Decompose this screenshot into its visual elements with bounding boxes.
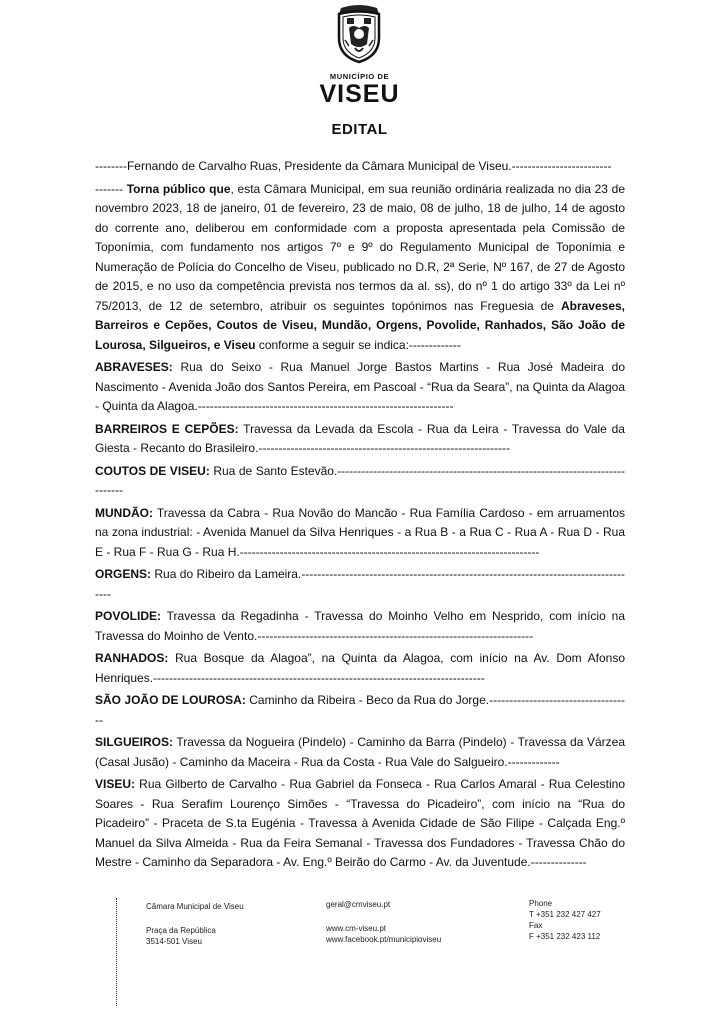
entry-abraveses: ABRAVESES: Rua do Seixo - Rua Manuel Jorge Bastos Martins - Rua José Madeira do Nascimento - Avenida João dos Santos Pereira, em Pascoal - “Rua da Seara”, na Quinta da Alagoa - Quinta da Alagoa.---------------------------------------------------------------- bbox=[95, 360, 625, 413]
president-statement: Fernando de Carvalho Ruas, Presidente da Câmara Municipal de Viseu. bbox=[126, 159, 512, 173]
entry-sao-joao-lourosa: SÃO JOÃO DE LOUROSA: Caminho da Ribeira - Beco da Rua do Jorge.------------------------------------ bbox=[95, 693, 625, 727]
footer-contacts bbox=[529, 898, 601, 942]
entry-ranhados: RANHADOS: Rua Bosque da Alagoa”, na Quinta da Alagoa, com início na Av. Dom Afonso Henriques.----------------------------------------------------------------------------------- bbox=[95, 651, 625, 685]
facebook-link[interactable]: www.facebook.pt/municipioviseu bbox=[326, 935, 442, 944]
footer-address bbox=[146, 901, 244, 947]
page-title: EDITAL bbox=[331, 121, 388, 138]
footer-web bbox=[326, 899, 441, 945]
footer bbox=[0, 898, 719, 1008]
phone-number: T +351 232 427 427 bbox=[529, 910, 601, 919]
website-link[interactable]: www.cm-viseu.pt bbox=[326, 924, 387, 933]
viseu-crest-logo bbox=[333, 4, 385, 64]
entry-coutos-viseu: COUTOS DE VISEU: Rua de Santo Estevão.------------------------------------------------------------------------------- bbox=[95, 463, 626, 497]
municipality-name: VISEU bbox=[319, 80, 400, 108]
announcement-paragraph: ------- Torna público que, esta Câmara Municipal, em sua reunião ordinária realizada no dia 23 de novembro 2023, 18 de janeiro, 01 de fevereiro, 23 de maio, 08 de julho, 18 de julho, 14 de agosto do corrente ano, deliberou em conformidade com a proposta apresentada pela Comissão de Toponímia, com fundamento nos artigos 7º e 9º do Regulamento Municipal de Toponímia e Numeração de Polícia do Concelho de Viseu, publicado no D.R, 2ª Serie, Nº 167, de 27 de Agosto de 2015, e no uso da competência prevista nos termos da al. ss), do nº 1 do artigo 33º da Lei nº 75/2013, de 12 de setembro, atribuir os seguintes topónimos nas Freguesia de Abraveses, Barreiros e Cepões, Coutos de Viseu, Mundão, Orgens, Povolide, Ranhados, São João de Lourosa, Silgueiros, e Viseu conforme a seguir se indica:------------- bbox=[95, 181, 626, 352]
municipality-label: MUNICÍPIO DE bbox=[329, 72, 390, 81]
address-line-1: Praça da República bbox=[146, 926, 216, 935]
edict-body bbox=[95, 157, 625, 876]
entry-povolide: POVOLIDE: Travessa da Regadinha - Travessa do Moinho Velho em Nesprido, com início na Travessa do Moinho de Vento.--------------------------------------------------------------------- bbox=[95, 609, 625, 643]
footer-divider bbox=[116, 898, 117, 1006]
intro-paragraph: --------Fernando de Carvalho Ruas, Presidente da Câmara Municipal de Viseu.------------------------- bbox=[95, 159, 612, 173]
fax-number: F +351 232 423 112 bbox=[529, 932, 601, 941]
entry-mundao: MUNDÃO: Travessa da Cabra - Rua Novão do Mancão - Rua Família Cardoso - em arruamentos na zona industrial: - Avenida Manuel da Silva Henriques - a Rua B - a Rua C - Rua A - Rua D - Rua E - Rua F - Rua G - Rua H.--------------------------------------------------------------------------- bbox=[95, 505, 625, 559]
email-link[interactable]: geral@cmviseu.pt bbox=[326, 900, 391, 909]
fax-label: Fax bbox=[529, 921, 543, 930]
entry-silgueiros: SILGUEIROS: Travessa da Nogueira (Pindelo) - Caminho da Barra (Pindelo) - Travessa da Várzea (Casal Jusão) - Caminho da Maceira - Rua da Costa - Rua Vale do Salgueiro.------------- bbox=[95, 735, 625, 769]
entry-viseu: VISEU: Rua Gilberto de Carvalho - Rua Gabriel da Fonseca - Rua Carlos Amaral - Rua Celestino Soares - Rua Serafim Lourenço Simões - “Travessa do Picadeiro”, com início na “Rua do Picadeiro” - Praceta de S.ta Eugénia - Travessa à Avenida Cidade de São Filipe - Calçada Eng.º Manuel da Silva Almeida - Rua da Feira Semanal - Travessa dos Fundadores - Travessa Chão do Mestre - Caminho da Separadora - Av. Eng.º Beirão do Carmo - Av. da Juventude.-------------- bbox=[95, 777, 625, 869]
announcement-lead: Torna público que bbox=[126, 181, 231, 196]
parish-list: Abraveses, Barreiros e Cepões, Coutos de Viseu, Mundão, Orgens, Povolide, Ranhados, São João de Lourosa, Silgueiros, e Viseu bbox=[95, 298, 625, 352]
org-name: Câmara Municipal de Viseu bbox=[146, 902, 244, 911]
entry-orgens: ORGENS: Rua do Ribeiro da Lameira.------------------------------------------------------------------------------------- bbox=[95, 567, 625, 601]
address-line-2: 3514-501 Viseu bbox=[146, 937, 202, 946]
phone-label: Phone bbox=[529, 899, 553, 908]
entry-barreiros-cepoes: BARREIROS E CEPÕES: Travessa da Levada da Escola - Rua da Leira - Travessa do Vale da Giesta - Recanto do Brasileiro.--------------------------------------------------------------- bbox=[95, 421, 625, 455]
